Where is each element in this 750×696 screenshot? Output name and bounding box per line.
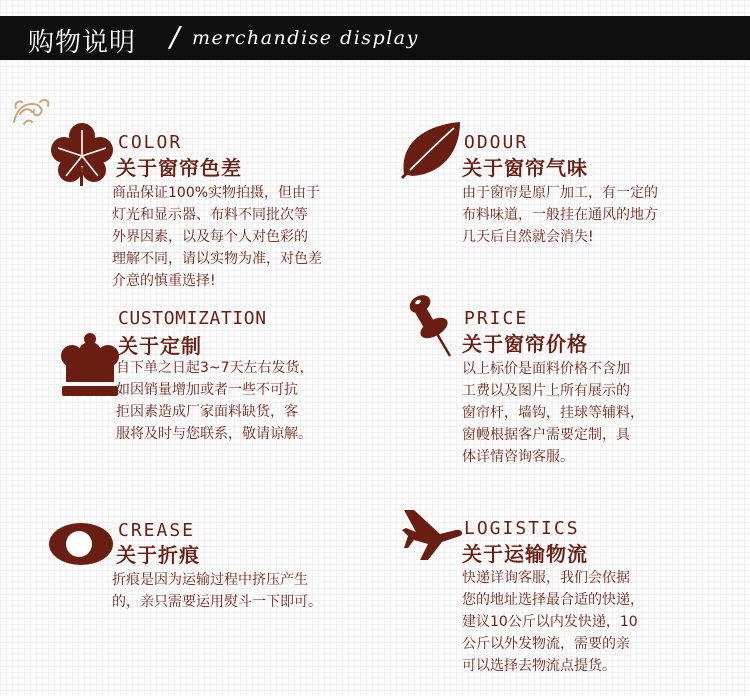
crease-title-cn: 关于折痕 (116, 543, 200, 567)
airplane-icon (402, 508, 464, 562)
header-slash: / (170, 20, 180, 53)
price-title-cn: 关于窗帘价格 (462, 332, 588, 356)
odour-title-cn: 关于窗帘气味 (462, 156, 588, 180)
ornament-icon (10, 96, 52, 128)
customization-description: 自下单之日起3~7天左右发货， 如因销量增加或者一些不可抗 拒因素造成厂家面料缺货，客 服将及时与您联系，敬请谅解。 (116, 360, 314, 442)
ellipse-ring-icon (48, 522, 114, 566)
pushpin-icon (406, 292, 454, 358)
color-title-cn: 关于窗帘色差 (116, 156, 242, 180)
crease-title-en: CREASE (118, 520, 196, 541)
logistics-title-en: LOGISTICS (464, 518, 580, 539)
price-description: 以上标价是面料价格不含加 工费以及图片上所有展示的 窗帘杆，墙钩，挂球等辅料， 窗幔根据客户需要定制，具 体详情咨询客服。 (462, 361, 644, 465)
logistics-description: 快递详询客服，我们会依据 您的地址选择最合适的快递， 建议10公斤以内发快递，10 公斤以外发物流，需要的亲 可以选择去物流点提货。 (462, 570, 644, 674)
header-title-en: merchandise display (192, 27, 419, 49)
color-title-en: COLOR (118, 132, 183, 153)
crown-icon (60, 332, 120, 398)
header-bar (0, 16, 750, 60)
price-title-en: PRICE (464, 308, 529, 329)
leaf-icon (398, 118, 464, 180)
color-description: 商品保证100%实物拍摄，但由于 灯光和显示器、布料不同批次等 外界因素，以及每个人对色彩的 理解不同，请以实物为准，对色差 介意的慎重选择! (112, 185, 322, 289)
crease-description: 折痕是因为运输过程中挤压产生 的，亲只需要运用熨斗一下即可。 (112, 572, 322, 610)
odour-title-en: ODOUR (464, 132, 529, 153)
customization-title-cn: 关于定制 (118, 334, 202, 358)
flower-icon (50, 122, 114, 186)
logistics-title-cn: 关于运输物流 (462, 542, 588, 566)
header-title-cn: 购物说明 (28, 28, 137, 58)
customization-title-en: CUSTOMIZATION (118, 308, 267, 329)
odour-description: 由于窗帘是原厂加工，有一定的 布料味道，一般挂在通风的地方 几天后自然就会消失! (462, 185, 658, 245)
